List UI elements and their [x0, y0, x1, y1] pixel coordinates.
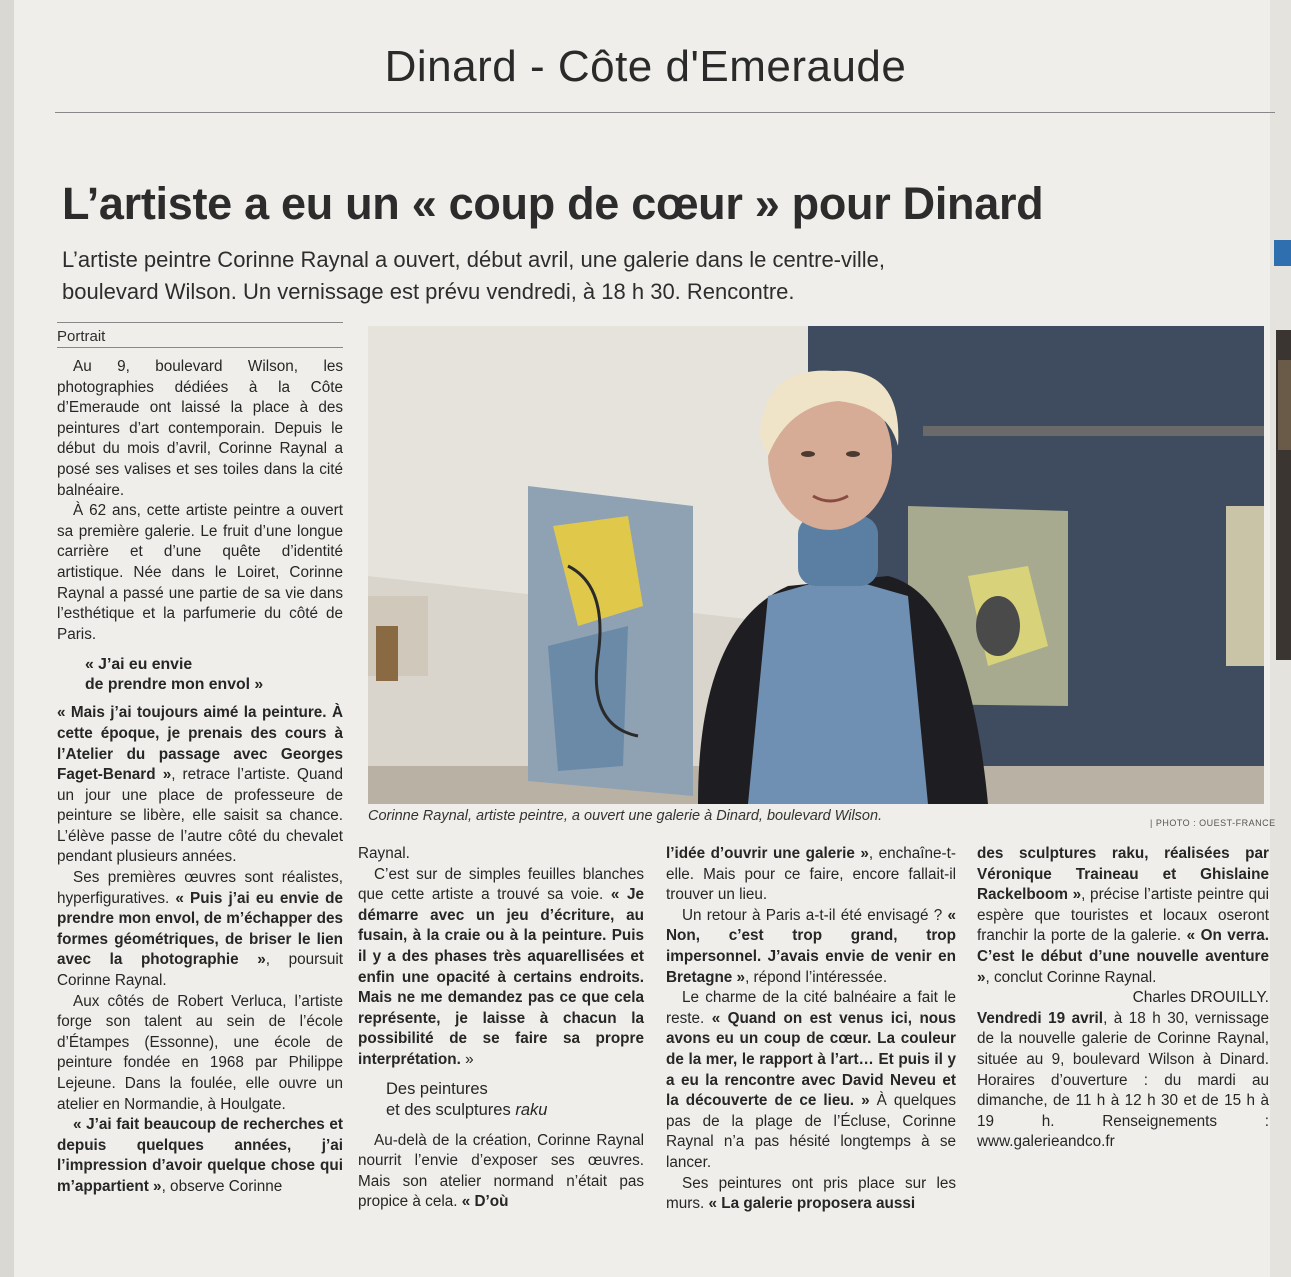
photo-credit: | PHOTO : OUEST-FRANCE	[1150, 818, 1276, 828]
intertitle	[386, 1079, 644, 1121]
paragraph	[57, 868, 343, 992]
article-photo	[368, 326, 1264, 804]
author-signature: Charles DROUILLY.	[1132, 989, 1269, 1007]
intertitle-line: Des peintures	[386, 1079, 488, 1098]
adjacent-photo-detail	[1278, 360, 1291, 450]
text: »	[460, 1050, 474, 1068]
text: raku	[515, 1100, 548, 1119]
text: Ses premières œuvres sont réalistes, hyperfiguratives.	[57, 869, 343, 907]
text: Ses peintures ont pris place sur les murs.	[666, 1174, 956, 1213]
paragraph	[666, 988, 956, 1173]
painting-blue-patch	[548, 626, 628, 771]
paragraph	[666, 844, 956, 906]
portrait-illustration	[368, 326, 1264, 804]
photo-caption: Corinne Raynal, artiste peintre, a ouvert une galerie à Dinard, boulevard Wilson.	[368, 808, 883, 824]
quote: « Mais j’ai toujours aimé la peinture. À cette époque, je prenais des cours à l’Atelier du passage avec Georges Faget-Benard »	[57, 704, 343, 784]
quote: « J’ai fait beaucoup de recherches et depuis quelques années, j’ai l’impression d’avoir quelque chose qui m’appartient »	[57, 1116, 343, 1195]
article-headline: L’artiste a eu un « coup de cœur » pour Dinard	[62, 178, 1044, 229]
text: , retrace l’artiste. Quand un jour une place de professeure de peinture se libère, elle saisit sa chance. L’élève passe de l’autre côté du chevalet pendant plusieurs années.	[57, 766, 343, 866]
paragraph	[57, 1115, 343, 1197]
paragraph: Raynal.	[358, 845, 410, 862]
info-text: , à 18 h 30, vernissage de la nouvelle galerie de Corinne Raynal, située au 9, boulevard Wilson à Dinard. Horaires d’ouverture : du mardi au dimanche, de 11 h à 12 h 30 et de 15 h à 19 h. Renseignements : www.galerieandco.fr	[977, 1009, 1269, 1151]
adjacent-blue-block	[1274, 240, 1291, 266]
article-column-1	[57, 357, 343, 1198]
adjacent-page-edge	[1270, 0, 1291, 1277]
apron	[748, 576, 928, 804]
text: À quelques pas de la plage de l’Écluse, Corinne Raynal n’a pas hésité longtemps à se lancer.	[666, 1092, 956, 1171]
painting-edge	[1226, 506, 1264, 666]
quote: « On verra. C’est le début d’une nouvelle aventure »	[977, 927, 1269, 986]
text: et des sculptures	[386, 1100, 516, 1119]
text: , conclut Corinne Raynal.	[985, 968, 1157, 986]
paragraph: Au 9, boulevard Wilson, les photographies dédiées à la Côte d’Emeraude ont laissé la place à des peintures d’art contemporain. Depuis le début du mois d’avril, Corinne Raynal a posé ses valises et ses toiles dans la cité balnéaire.	[57, 358, 343, 499]
right-eye	[846, 451, 860, 457]
adjacent-page-shapes	[1270, 0, 1291, 1277]
quote: « Non, c’est trop grand, trop impersonnel. J’avais envie de venir en Bretagne »	[666, 906, 956, 986]
text: Au-delà de la création, Corinne Raynal nourrit l’envie d’exposer ses œuvres. Mais son atelier normand n’était pas propice à cela.	[358, 1131, 644, 1211]
practical-info	[977, 1009, 1269, 1153]
painting-right-dark	[976, 596, 1020, 656]
text: C’est sur de simples feuilles blanches que cette artiste a trouvé sa voie.	[358, 865, 644, 904]
paragraph	[666, 1174, 956, 1215]
paragraph	[358, 865, 644, 1071]
intertitle	[85, 655, 343, 695]
rubric-rule-top	[57, 322, 343, 323]
text: , précise l’artiste peintre qui espère que touristes et locaux oseront franchir la porte de la galerie.	[977, 886, 1270, 945]
intertitle-line: de prendre mon envol »	[85, 676, 264, 694]
paragraph: Aux côtés de Robert Verluca, l’artiste forge son talent au sein de l’école d’Étampes (Essonne), une école de peinture fondée en 1968 par Philippe Lejeune. Dans la foulée, elle ouvre un atelier en Normandie, à Houlgate.	[57, 992, 343, 1113]
text: Un retour à Paris a-t-il été envisagé ?	[682, 906, 948, 924]
paragraph	[358, 1131, 644, 1213]
rubric-label: Portrait	[57, 328, 106, 345]
text: Le charme de la cité balnéaire a fait le reste.	[666, 989, 956, 1027]
article-standfirst: L’artiste peintre Corinne Raynal a ouvert, début avril, une galerie dans le centre-ville, boulevard Wilson. Un vernissage est prévu vendredi, à 18 h 30. Rencontre.	[62, 247, 886, 304]
intertitle-line: « J’ai eu envie	[85, 656, 193, 674]
picture-rail	[923, 426, 1264, 436]
paragraph	[666, 906, 956, 988]
text: , observe Corinne	[161, 1177, 283, 1195]
article-column-3	[666, 844, 956, 1215]
info-date: Vendredi 19 avril	[977, 1009, 1104, 1027]
paragraph	[57, 703, 343, 868]
quote: des sculptures raku, réalisées par Véronique Traineau et Ghislaine Rackelboom »	[977, 845, 1269, 904]
quote: l’idée d’ouvrir une galerie »	[666, 845, 869, 862]
paragraph	[977, 844, 1269, 988]
easel-piece	[376, 626, 398, 681]
paragraph: À 62 ans, cette artiste peintre a ouvert sa première galerie. Le fruit d’une longue carrière et d’une quête d’identité artistique. Née dans le Loiret, Corinne Raynal a passé une partie de sa vie dans l’esthétique et la parfumerie du côté de Paris.	[57, 502, 343, 643]
quote: « Je démarre avec un jeu d’écriture, au fusain, à la craie ou à la peinture. Puis il y a des phases très aquarellisées et enfin une opacité à certains endroits. Mais ne me demandez pas ce que cela représente, je laisse à chacun la possibilité de se faire sa propre interprétation.	[358, 886, 644, 1068]
text: , enchaîne-t-elle. Mais pour ce faire, encore fallait-il trouver un lieu.	[666, 845, 956, 904]
quote: « Puis j’ai eu envie de prendre mon envol, de m’échapper des formes géométriques, de briser le lien avec la photographie »	[57, 889, 344, 969]
rubric-rule-bottom	[57, 347, 343, 348]
text: , répond l’intéressée.	[745, 968, 888, 986]
article-column-2	[358, 844, 644, 1213]
header-rule	[55, 112, 1275, 113]
quote: « D’où	[461, 1193, 509, 1211]
intertitle-line	[386, 1100, 644, 1121]
quote: « La galerie proposera aussi	[708, 1195, 916, 1213]
text: , poursuit Corinne Raynal.	[57, 951, 343, 990]
article-column-4	[977, 844, 1269, 1153]
quote: « Quand on est venus ici, nous avons eu un coup de cœur. La couleur de la mer, le rapport à l’art… Et puis il y a eu la rencontre avec David Neveu et la découverte de ce lieu. »	[666, 1009, 956, 1110]
left-eye	[801, 451, 815, 457]
section-title: Dinard - Côte d'Emeraude	[384, 42, 907, 91]
